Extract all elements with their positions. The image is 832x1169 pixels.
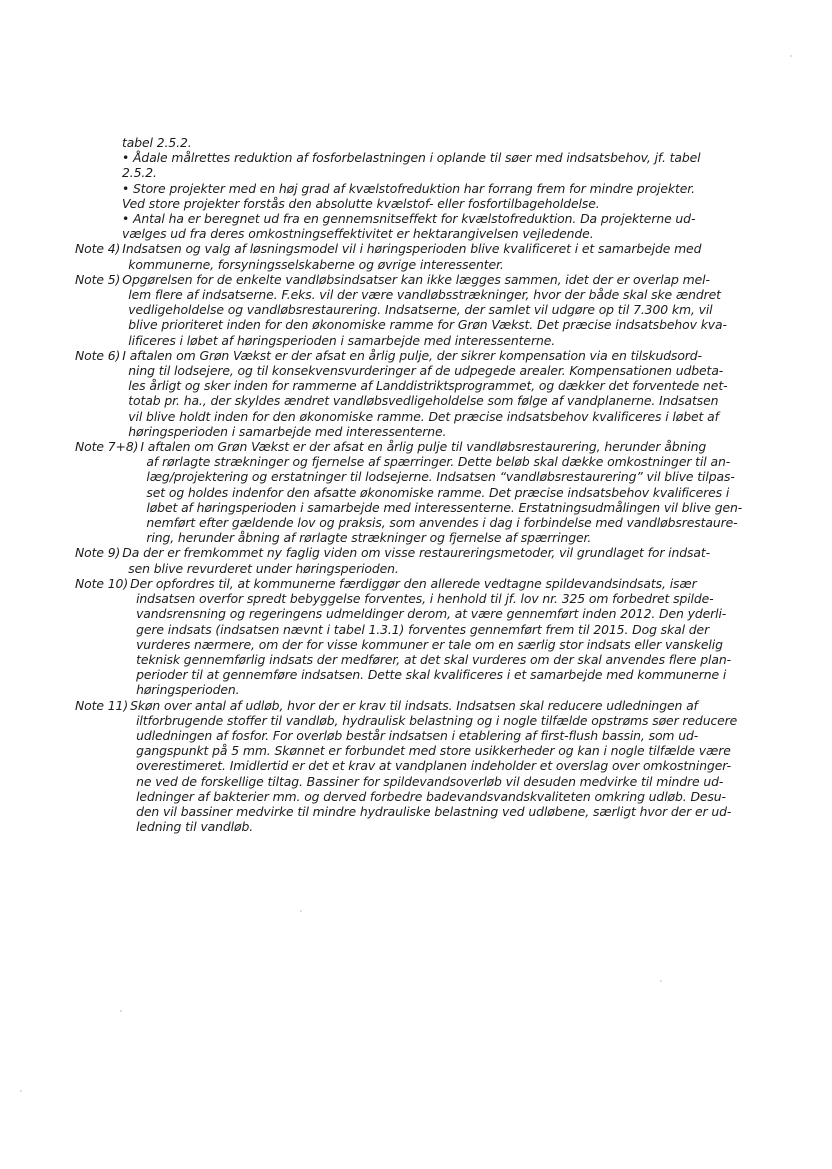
text-line: vælges ud fra deres omkostningseffektivitet er hektarangivelsen vejledende. — [122, 226, 594, 242]
text-line: ne ved de forskellige tiltag. Bassiner for spildevandsoverløb vil desuden medvirke til mindre ud- — [136, 773, 724, 789]
text-line: læg/projektering og erstatninger til lodsejerne. Indsatsen “vandløbsrestaurering” vil blive tilpas- — [146, 469, 735, 485]
note-text — [75, 241, 743, 271]
scan-speck — [120, 1010, 122, 1012]
bullet-list — [75, 150, 743, 241]
note-item — [75, 241, 743, 271]
text-line: Indsatsen og valg af løsningsmodel vil i høringsperioden blive kvalificeret i et samarbejde med — [122, 241, 702, 257]
text-line: vil blive holdt inden for den økonomiske ramme. Det præcise indsatsbehov kvalificeres i løbet af — [128, 408, 719, 424]
note-label: Note 4) — [75, 241, 121, 257]
note-text — [75, 272, 743, 348]
bullet-item — [122, 150, 743, 180]
text-line: • Store projekter med en høj grad af kvælstofreduktion har forrang frem for mindre projekter. — [122, 180, 695, 196]
text-line: lificeres i løbet af høringsperioden i samarbejde med interessenterne. — [128, 332, 556, 348]
text-line: I aftalen om Grøn Vækst er der afsat en årlig pulje til vandløbsrestaurering, herunder åbning — [140, 439, 707, 455]
note-label: Note 10) — [75, 575, 129, 591]
scan-speck — [660, 980, 662, 982]
intro-text — [75, 135, 743, 150]
scan-speck — [20, 1090, 22, 1092]
text-line: den vil bassiner medvirke til mindre hydrauliske belastning ved udløbene, særligt hvor der er ud- — [136, 803, 732, 819]
text-line: udledningen af fosfor. For overløb består indsatsen i etablering af first-flush bassin, som ud- — [136, 727, 699, 743]
text-line: ledninger af bakterier mm. og derved forbedre badevandsvandskvaliteten omkring udløb. Desu- — [136, 788, 726, 804]
text-line: kommunerne, forsyningsselskaberne og øvrige interessenter. — [128, 256, 504, 272]
text-line: totab pr. ha., der skyldes ændret vandløbsvedligeholdelse som følge af vandplanerne. Indsatsen — [128, 393, 719, 409]
note-label: Note 9) — [75, 545, 121, 561]
text-line: • Ådale målrettes reduktion af fosforbelastningen i oplande til søer med indsatsbehov, jf. tabel — [122, 150, 701, 166]
note-text — [75, 545, 743, 575]
note-item — [75, 272, 743, 348]
text-line: • Antal ha er beregnet ud fra en gennemsnitseffekt for kvælstofreduktion. Da projekterne ud- — [122, 211, 696, 227]
note-label: Note 5) — [75, 271, 121, 287]
note-item — [75, 698, 743, 835]
note-item — [75, 348, 743, 439]
text-line: Skøn over antal af udløb, hvor der er krav til indsats. Indsatsen skal reducere udledningen af — [130, 697, 698, 713]
text-line: blive prioriteret inden for den økonomiske ramme for Grøn Vækst. Det præcise indsatsbehov kva- — [128, 317, 727, 333]
text-line: gangspunkt på 5 mm. Skønnet er forbundet med store usikkerheder og kan i nogle tilfælde være — [136, 743, 731, 759]
text-line: høringsperioden. — [136, 682, 240, 698]
note-label: Note 6) — [75, 347, 121, 363]
scan-speck — [790, 55, 792, 57]
text-line: af rørlagte strækninger og fjernelse af spærringer. Dette beløb skal dække omkostninger til an- — [146, 454, 731, 470]
note-label: Note 11) — [75, 697, 129, 713]
note-text — [75, 698, 743, 835]
text-line: tabel 2.5.2. — [122, 135, 192, 150]
text-line: les årligt og sker inden for rammerne af Landdistriktsprogrammet, og dækker det forventede net- — [128, 378, 728, 394]
text-line: Ved store projekter forstås den absolutte kvælstof- eller fosfortilbageholdelse. — [122, 195, 600, 211]
bullet-item — [122, 211, 743, 241]
text-line: lem flere af indsatserne. F.eks. vil der være vandløbsstrækninger, hvor der både skal ske ændret — [128, 287, 721, 303]
text-line: perioder til at gennemføre indsatsen. Dette skal kvalificeres i et samarbejde med kommunerne i — [136, 667, 727, 683]
note-text — [75, 348, 743, 439]
text-line: set og holdes indenfor den afsatte økonomiske ramme. Det præcise indsatsbehov kvalificeres i — [146, 484, 730, 500]
text-line: løbet af høringsperioden i samarbejde med interessenterne. Erstatningsudmålingen vil blive gen- — [146, 499, 743, 515]
note-label: Note 7+8) — [75, 439, 139, 455]
text-line: vedligeholdelse og vandløbsrestaurering. Indsatserne, der samlet vil udgøre op til 7.300 km, vil — [128, 302, 713, 318]
text-line: høringsperioden i samarbejde med interessenterne. — [128, 423, 447, 439]
text-line: iltforbrugende stoffer til vandløb, hydraulisk belastning og i nogle tilfælde opstrøms søer reducere — [136, 712, 738, 728]
text-line: sen blive revurderet under høringsperioden. — [128, 560, 399, 576]
text-line: vurderes nærmere, om der for visse kommuner er tale om en særlig stor indsats eller vanskelig — [136, 636, 723, 652]
text-line: nemført efter gældende lov og praksis, som anvendes i dag i forbindelse med vandløbsrestaure- — [146, 515, 738, 531]
bullet-item — [122, 181, 743, 211]
text-line: Da der er fremkommet ny faglig viden om visse restaureringsmetoder, vil grundlaget for indsat- — [122, 545, 711, 561]
note-text — [75, 576, 743, 698]
scan-speck — [300, 910, 302, 912]
text-line: ring, herunder åbning af rørlagte strækninger og fjernelse af spærringer. — [146, 530, 592, 546]
text-line: overestimeret. Imidlertid er det et krav at vandplanen indeholder et overslag over omkostninger- — [136, 758, 731, 774]
text-line: 2.5.2. — [122, 165, 157, 181]
text-line: gere indsats (indsatsen nævnt i tabel 1.3.1) forventes gennemført frem til 2015. Dog skal der — [136, 621, 710, 637]
note-item — [75, 545, 743, 575]
note-item — [75, 576, 743, 698]
text-line: ning til lodsejere, og til konsekvensvurderinger af de udpegede arealer. Kompensationen udbeta- — [128, 363, 724, 379]
text-line: vandsrensning og regeringens udmeldinger derom, at være gennemført inden 2012. Den yderli- — [136, 606, 727, 622]
document-body — [75, 135, 743, 834]
text-line: teknisk gennemførlig indsats der medfører, at det skal vurderes om der skal anvendes flere plan- — [136, 651, 731, 667]
text-line: Opgørelsen for de enkelte vandløbsindsatser kan ikke lægges sammen, idet der er overlap mel- — [122, 271, 710, 287]
text-line: I aftalen om Grøn Vækst er der afsat en årlig pulje, der sikrer kompensation via en tilskudsord- — [122, 347, 702, 363]
notes-list — [75, 241, 743, 834]
note-item — [75, 439, 743, 545]
text-line: Der opfordres til, at kommunerne færdiggør den allerede vedtagne spildevandsindsats, især — [130, 575, 697, 591]
text-line: ledning til vandløb. — [136, 819, 254, 835]
text-line: indsatsen overfor spredt bebyggelse forventes, i henhold til jf. lov nr. 325 om forbedret spilde- — [136, 591, 714, 607]
note-text — [75, 439, 743, 545]
